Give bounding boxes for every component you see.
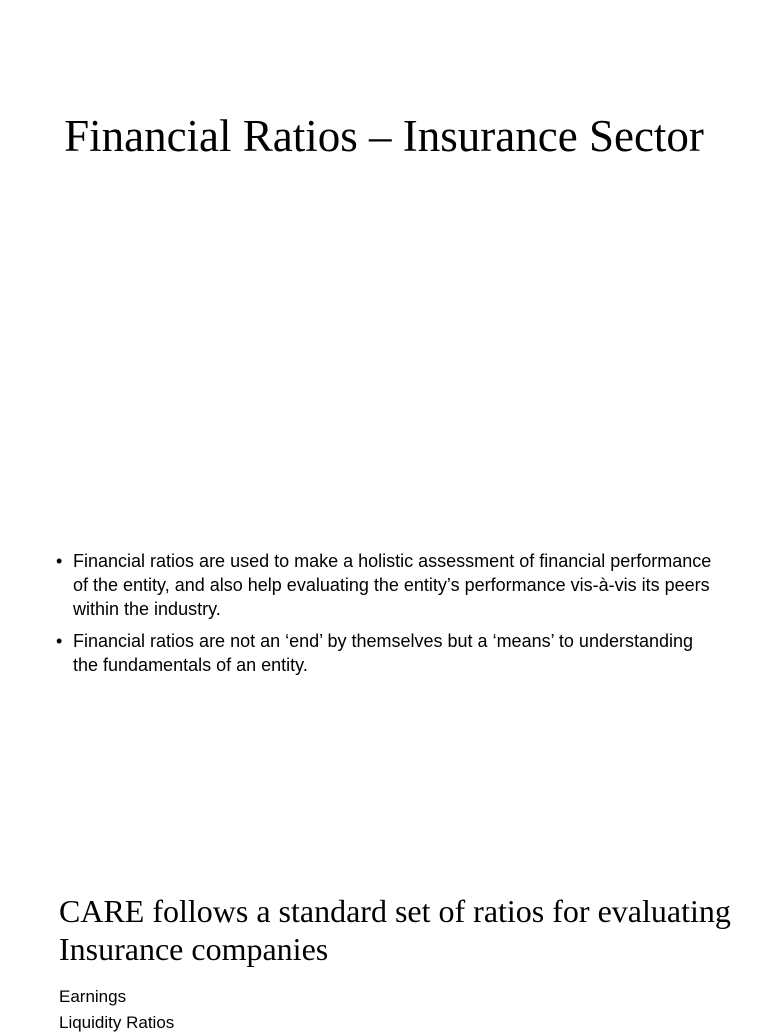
bullet-item: [56, 629, 716, 677]
ratio-item-earnings: Earnings: [59, 987, 127, 1006]
bullet-text: Financial ratios are used to make a holistic assessment of financial performance of the entity, and also help evaluating the entity’s performance vis-à-vis its peers within the industry.: [73, 551, 712, 619]
section-heading: CARE follows a standard set of ratios for evaluating Insurance companies: [59, 893, 731, 967]
bullet-text: Financial ratios are not an ‘end’ by themselves but a ‘means’ to understanding the fundamentals of an entity.: [73, 631, 694, 675]
bullet-dot: •: [56, 551, 63, 571]
ratio-list: [59, 984, 174, 1036]
bullet-item: [56, 549, 716, 621]
bullet-dot: •: [56, 631, 63, 651]
slide-title: Financial Ratios – Insurance Sector: [64, 111, 704, 161]
bullet-list: [56, 549, 716, 685]
ratio-item-liquidity: Liquidity Ratios: [59, 1013, 175, 1032]
